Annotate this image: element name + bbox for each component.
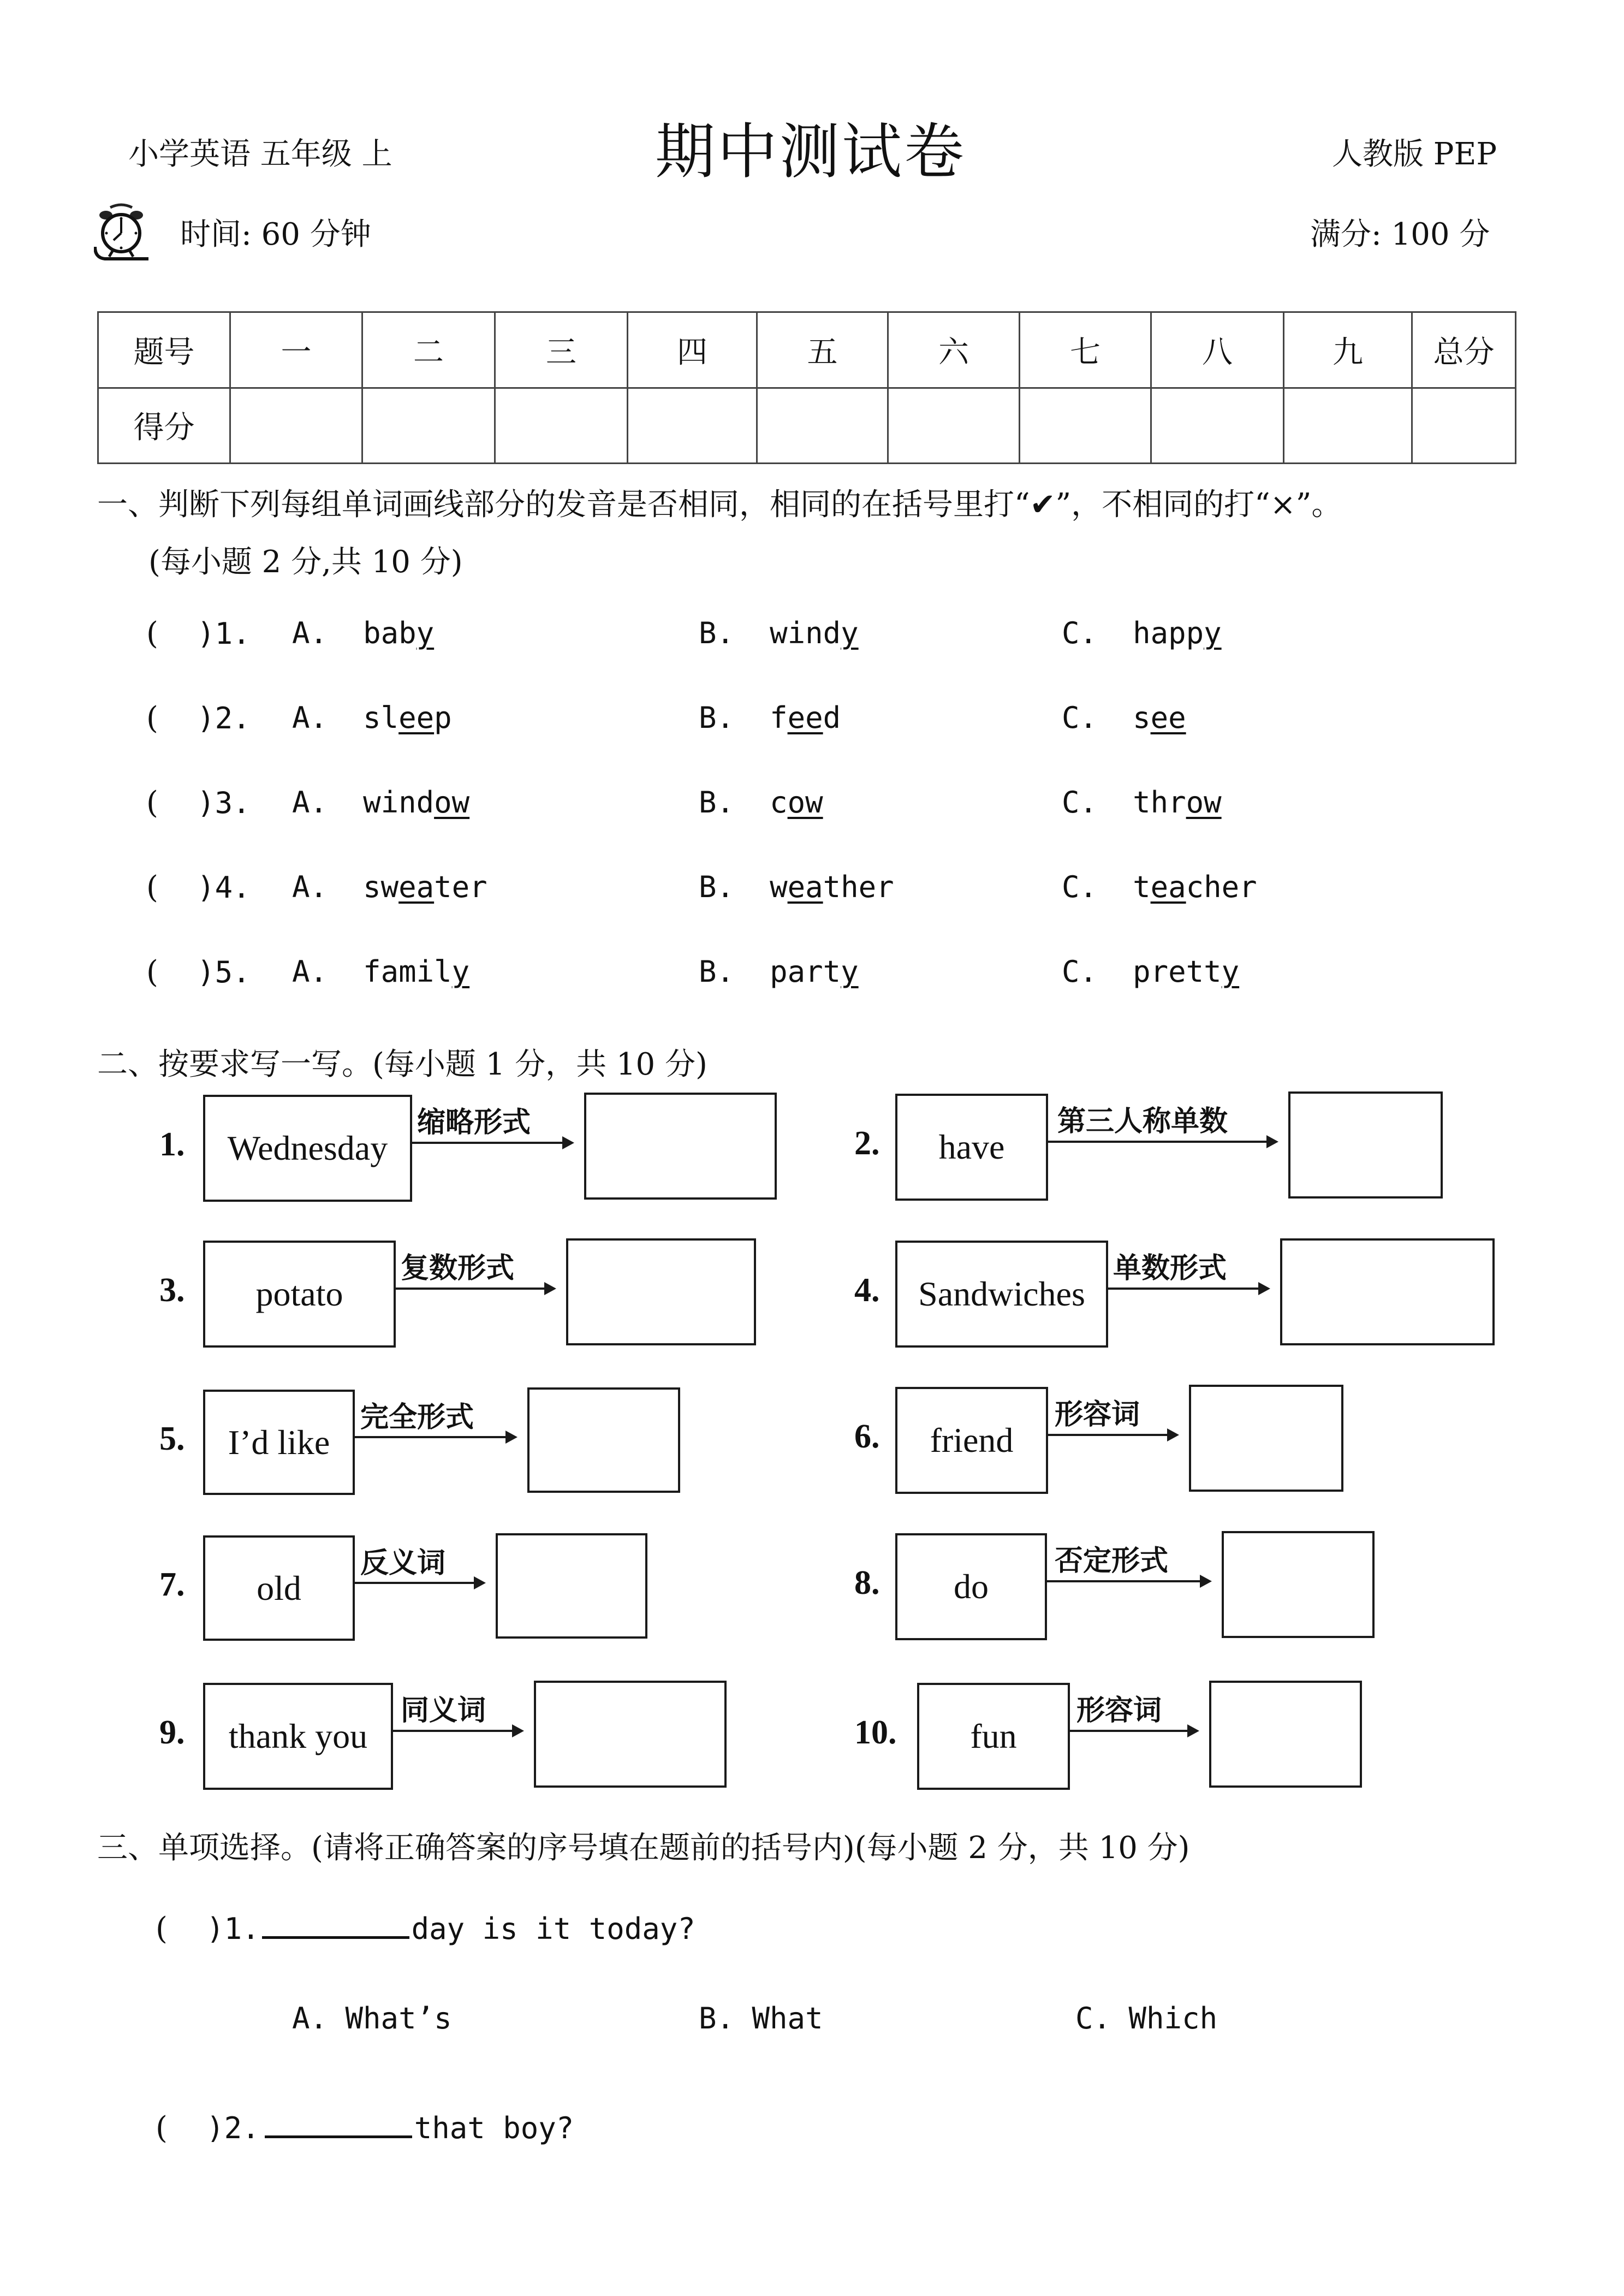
source-word-box xyxy=(203,1241,396,1348)
source-word-box xyxy=(203,1390,355,1495)
source-word-box xyxy=(203,1683,393,1790)
source-word-box xyxy=(203,1095,412,1202)
alarm-clock-icon xyxy=(94,203,148,263)
source-word: old xyxy=(257,1568,301,1607)
column-header: 九 xyxy=(1284,312,1412,388)
answer-box[interactable] xyxy=(584,1093,777,1200)
option-label: C. xyxy=(1062,785,1098,820)
option-label: C. xyxy=(1062,701,1098,735)
arrow-right-icon xyxy=(1047,1580,1210,1582)
arrow-right-icon xyxy=(393,1730,522,1732)
arrow-right-icon xyxy=(355,1436,515,1438)
underlined-part: ee xyxy=(1150,701,1186,735)
source-word-box xyxy=(203,1535,355,1641)
column-header: 八 xyxy=(1151,312,1284,388)
option-label: B. xyxy=(699,954,735,989)
word-part: bab xyxy=(363,616,417,650)
transform-rule-label: 形容词 xyxy=(1076,1694,1162,1727)
word-part: s xyxy=(1133,701,1151,735)
answer-bracket[interactable]: ( xyxy=(146,870,198,905)
source-word-box xyxy=(917,1683,1070,1790)
score-cell[interactable] xyxy=(757,388,888,464)
word-part: part xyxy=(770,954,841,989)
option-c xyxy=(1062,870,1257,904)
option-a xyxy=(292,954,469,989)
item-number: )2. xyxy=(197,701,251,735)
underlined-part: ow xyxy=(787,785,823,820)
option-a xyxy=(292,785,469,820)
item-number: 8. xyxy=(854,1564,880,1601)
underlined-part: y xyxy=(1221,954,1240,989)
answer-bracket[interactable]: ( xyxy=(146,785,198,821)
full-score: 满分: 100 分 xyxy=(1310,217,1490,252)
answer-box[interactable] xyxy=(527,1387,680,1493)
transform-rule-label: 单数形式 xyxy=(1113,1252,1227,1285)
answer-bracket[interactable]: ( xyxy=(146,954,198,990)
option-label: C. xyxy=(1062,616,1098,650)
word-part: cher xyxy=(1186,870,1257,904)
underlined-part: y xyxy=(416,616,435,650)
row-header-question-number: 题号 xyxy=(98,312,230,388)
mc-question-2 xyxy=(156,2110,574,2146)
source-word: do xyxy=(954,1567,989,1606)
item-number: 3. xyxy=(159,1272,185,1309)
item-number: )5. xyxy=(197,955,251,989)
option-label: C. xyxy=(1062,954,1098,989)
pronunciation-item xyxy=(146,870,251,905)
section2-heading: 二、按要求写一写。(每小题 1 分，共 10 分) xyxy=(97,1047,707,1082)
underlined-part: y xyxy=(451,954,470,989)
option-c xyxy=(1062,785,1222,820)
column-header: 四 xyxy=(628,312,757,388)
source-word: fun xyxy=(970,1717,1017,1755)
score-cell[interactable] xyxy=(628,388,757,464)
source-word-box xyxy=(895,1533,1047,1640)
word-part: prett xyxy=(1133,954,1222,989)
pronunciation-item xyxy=(146,785,251,821)
source-word: thank you xyxy=(228,1717,368,1755)
source-word: I’d like xyxy=(228,1422,330,1462)
option-b xyxy=(699,616,859,650)
score-cell[interactable] xyxy=(495,388,628,464)
section1-heading: 一、判断下列每组单词画线部分的发音是否相同，相同的在括号里打“✔”，不相同的打“×”。 xyxy=(97,487,1342,523)
arrow-right-icon xyxy=(355,1582,484,1584)
transform-rule-label: 反义词 xyxy=(360,1547,446,1580)
item-number: 1. xyxy=(159,1126,185,1163)
word-part: f xyxy=(770,701,788,735)
question-number-row xyxy=(98,312,1516,388)
arrow-right-icon xyxy=(1048,1141,1276,1143)
transform-rule-label: 第三人称单数 xyxy=(1057,1105,1228,1138)
answer-blank[interactable] xyxy=(262,1936,409,1939)
option-b xyxy=(699,785,823,820)
item-number: 2. xyxy=(854,1125,880,1162)
pronunciation-item xyxy=(146,616,251,651)
option-b xyxy=(699,870,894,904)
answer-bracket[interactable]: ( xyxy=(146,616,198,651)
option-label: B. xyxy=(699,870,735,904)
item-number: 5. xyxy=(159,1420,185,1457)
column-header: 三 xyxy=(495,312,628,388)
word-part: famil xyxy=(363,954,452,989)
word-part: w xyxy=(770,870,788,904)
option-label: A. xyxy=(292,954,328,989)
arrow-right-icon xyxy=(1048,1434,1177,1436)
answer-box[interactable] xyxy=(496,1533,647,1639)
item-number: 6. xyxy=(854,1418,880,1455)
option-a xyxy=(292,701,452,735)
source-word: have xyxy=(938,1128,1005,1166)
page-title: 期中测试卷 xyxy=(655,117,966,187)
answer-bracket[interactable]: ( xyxy=(146,701,198,736)
underlined-part: ow xyxy=(434,785,470,820)
underlined-part: ea xyxy=(787,870,823,904)
source-word-box xyxy=(895,1241,1108,1348)
mc-q1-option-c[interactable]: C. Which xyxy=(1075,2001,1218,2036)
word-part: ter xyxy=(434,870,487,904)
word-part: thr xyxy=(1133,785,1186,820)
underlined-part: ee xyxy=(787,701,823,735)
option-label: A. xyxy=(292,701,328,735)
underlined-part: y xyxy=(841,954,859,989)
option-c xyxy=(1062,701,1186,735)
item-number: 9. xyxy=(159,1714,185,1751)
word-part: sl xyxy=(363,701,399,735)
word-part: ther xyxy=(823,870,894,904)
word-part: happ xyxy=(1133,616,1204,650)
option-a xyxy=(292,870,487,904)
word-part: p xyxy=(434,701,452,735)
mc-q1-option-a[interactable]: A. What’s xyxy=(292,2001,452,2036)
word-part: sw xyxy=(363,870,399,904)
transform-rule-label: 缩略形式 xyxy=(417,1106,531,1139)
score-cell-total[interactable] xyxy=(1412,388,1516,464)
row-header-score: 得分 xyxy=(98,388,230,464)
item-number: 4. xyxy=(854,1272,880,1309)
column-header: 一 xyxy=(230,312,362,388)
underlined-part: y xyxy=(841,616,859,650)
source-word: friend xyxy=(930,1421,1014,1460)
answer-box[interactable] xyxy=(1288,1091,1443,1199)
option-label: A. xyxy=(292,870,328,904)
pronunciation-item xyxy=(146,954,251,990)
option-label: C. xyxy=(1062,870,1098,904)
column-header: 五 xyxy=(757,312,888,388)
score-cell[interactable] xyxy=(1020,388,1151,464)
answer-box[interactable] xyxy=(1209,1681,1362,1788)
underlined-part: ea xyxy=(1150,870,1186,904)
source-word: potato xyxy=(255,1274,343,1313)
option-label: A. xyxy=(292,616,328,650)
answer-box[interactable] xyxy=(1189,1385,1343,1492)
section1-points: (每小题 2 分,共 10 分) xyxy=(148,544,463,580)
word-part: c xyxy=(770,785,788,820)
column-header: 七 xyxy=(1020,312,1151,388)
answer-box[interactable] xyxy=(1280,1238,1495,1345)
question-number: )2. xyxy=(206,2111,260,2145)
edition-label: 人教版 PEP xyxy=(1332,137,1497,172)
time-limit: 时间: 60 分钟 xyxy=(180,217,371,252)
score-row xyxy=(98,388,1516,464)
option-a xyxy=(292,616,434,650)
answer-box[interactable] xyxy=(1222,1531,1375,1638)
source-word: Sandwiches xyxy=(918,1274,1085,1313)
option-label: B. xyxy=(699,785,735,820)
item-number: 7. xyxy=(159,1565,185,1603)
underlined-part: ee xyxy=(398,701,435,735)
option-b xyxy=(699,954,859,989)
transform-rule-label: 完全形式 xyxy=(360,1401,474,1434)
score-cell[interactable] xyxy=(1284,388,1412,464)
arrow-right-icon xyxy=(1108,1288,1268,1290)
transform-rule-label: 复数形式 xyxy=(401,1252,515,1285)
word-part: wind xyxy=(363,785,435,820)
option-label: B. xyxy=(699,701,735,735)
column-header: 二 xyxy=(362,312,495,388)
subject-grade: 小学英语 五年级 上 xyxy=(128,137,392,172)
score-cell[interactable] xyxy=(230,388,362,464)
source-word-box xyxy=(895,1094,1048,1201)
question-number: )1. xyxy=(206,1912,260,1946)
score-cell[interactable] xyxy=(362,388,495,464)
arrow-right-icon xyxy=(396,1288,554,1290)
answer-box[interactable] xyxy=(566,1238,756,1345)
item-number: )1. xyxy=(197,616,251,651)
word-part: wind xyxy=(770,616,841,650)
source-word: Wednesday xyxy=(227,1129,388,1167)
item-number: )4. xyxy=(197,870,251,905)
answer-box[interactable] xyxy=(534,1681,727,1788)
score-cell[interactable] xyxy=(888,388,1020,464)
word-part: d xyxy=(823,701,841,735)
column-header-total: 总分 xyxy=(1412,312,1516,388)
source-word-box xyxy=(895,1387,1048,1494)
option-label: A. xyxy=(292,785,328,820)
question-text: day is it today? xyxy=(411,1912,695,1946)
arrow-right-icon xyxy=(1070,1730,1197,1732)
arrow-right-icon xyxy=(412,1142,572,1144)
option-b xyxy=(699,701,841,735)
underlined-part: y xyxy=(1204,616,1222,650)
transform-rule-label: 形容词 xyxy=(1055,1398,1140,1431)
item-number: 10. xyxy=(854,1714,897,1751)
score-cell[interactable] xyxy=(1151,388,1284,464)
mc-question-1 xyxy=(156,1911,695,1947)
transform-rule-label: 否定形式 xyxy=(1055,1545,1169,1577)
question-text: that boy? xyxy=(414,2111,574,2145)
item-number: )3. xyxy=(197,786,251,820)
underlined-part: ea xyxy=(398,870,435,904)
column-header: 六 xyxy=(888,312,1020,388)
answer-bracket[interactable]: ( xyxy=(156,1911,207,1947)
option-label: B. xyxy=(699,616,735,650)
pronunciation-item xyxy=(146,701,251,736)
section3-heading: 三、单项选择。(请将正确答案的序号填在题前的括号内)(每小题 2 分，共 10 分) xyxy=(97,1830,1190,1866)
transform-rule-label: 同义词 xyxy=(401,1694,486,1727)
mc-q1-option-b[interactable]: B. What xyxy=(699,2001,823,2036)
score-table xyxy=(97,311,1516,464)
underlined-part: ow xyxy=(1186,785,1222,820)
option-c xyxy=(1062,616,1222,650)
answer-blank[interactable] xyxy=(265,2135,412,2138)
answer-bracket[interactable]: ( xyxy=(156,2110,207,2146)
word-part: t xyxy=(1133,870,1151,904)
option-c xyxy=(1062,954,1239,989)
